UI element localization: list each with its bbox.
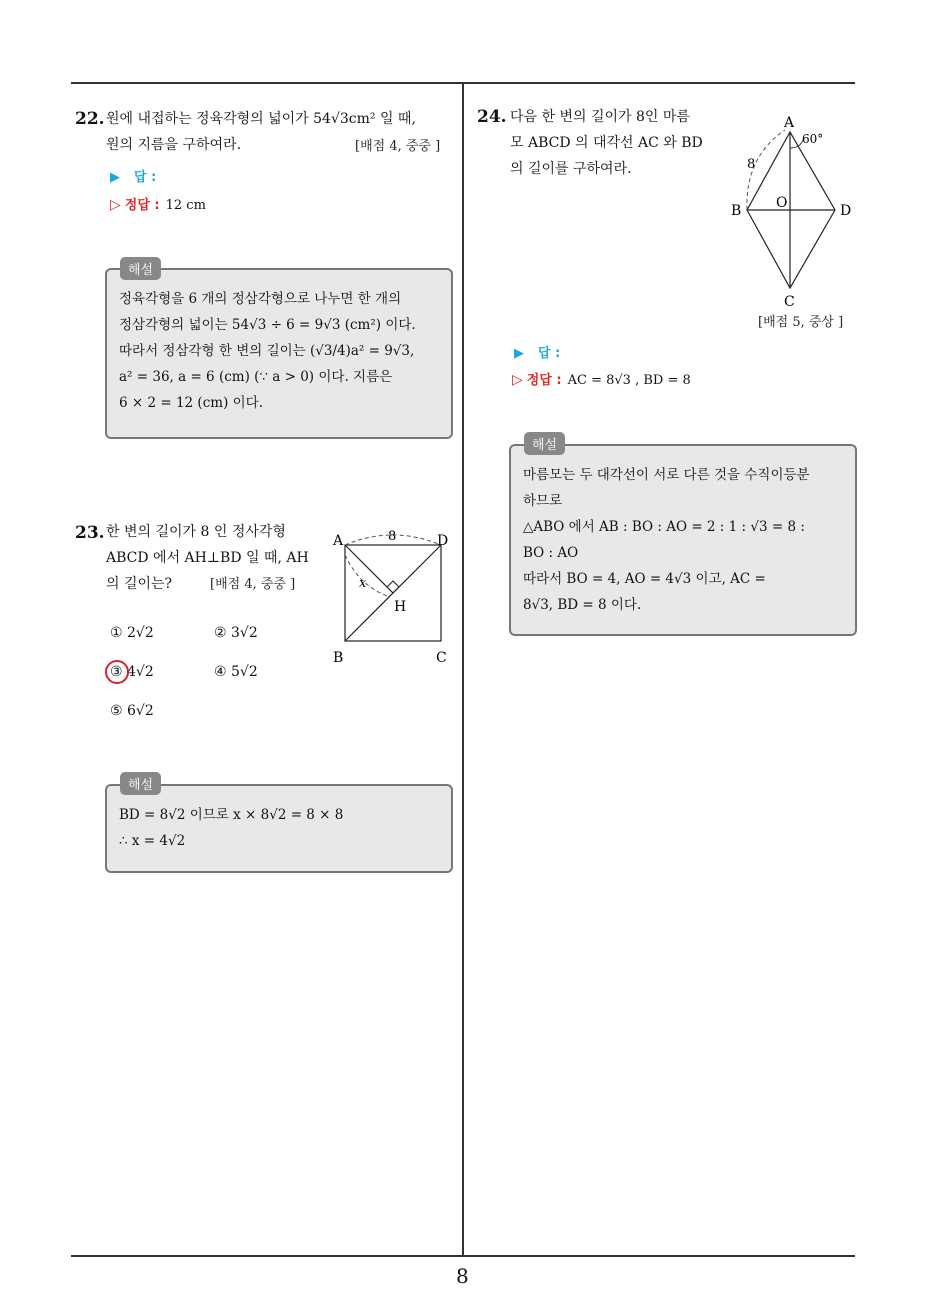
- q24-rhombus-figure: [725, 112, 865, 312]
- q24-line3: 의 길이를 구하여라.: [510, 161, 632, 177]
- play-icon: ▶: [110, 170, 120, 185]
- selected-answer-mark: [105, 660, 129, 684]
- q22-meta: [배점 4, 중중 ]: [355, 139, 441, 154]
- q24-meta: [배점 5, 중상 ]: [758, 315, 844, 330]
- q22-line1: 원에 내접하는 정육각형의 넓이가 54√3cm² 일 때,: [106, 111, 416, 127]
- q23-explanation-box: [105, 784, 453, 873]
- explain-line: 정삼각형의 넓이는 54√3 ÷ 6 = 9√3 (cm²) 이다.: [119, 317, 416, 333]
- label-A: A: [333, 533, 344, 549]
- q22-line2: 원의 지름을 구하여라.: [106, 137, 242, 153]
- label-B: B: [731, 203, 742, 219]
- q24-number: 24.: [477, 107, 507, 127]
- explain-line: BO : AO: [523, 545, 579, 561]
- answer-label: 답 :: [538, 346, 561, 361]
- explain-line: a² = 36, a = 6 (cm) (∵ a > 0) 이다. 지름은: [119, 369, 393, 385]
- explain-line: 정육각형을 6 개의 정삼각형으로 나누면 한 개의: [119, 291, 402, 307]
- label-B: B: [333, 650, 344, 665]
- q24-correct-row: [512, 369, 691, 388]
- explain-line: 하므로: [523, 493, 563, 509]
- choice-4[interactable]: ④ 5√2: [214, 664, 258, 680]
- q22-correct-row: [110, 194, 206, 213]
- choice-1[interactable]: ① 2√2: [110, 625, 154, 641]
- correct-value: 12 cm: [165, 198, 206, 213]
- label-angle: 60°: [802, 132, 824, 146]
- column-divider: [462, 83, 464, 1256]
- q23-line1: 한 변의 길이가 8 인 정사각형: [106, 524, 286, 540]
- choice-2[interactable]: ② 3√2: [214, 625, 258, 641]
- q23-line2: ABCD 에서 AH⊥BD 일 때, AH: [106, 550, 309, 566]
- q23-number: 23.: [75, 523, 105, 543]
- q23-meta: [배점 4, 중중 ]: [210, 577, 296, 592]
- page-number: 8: [456, 1264, 469, 1288]
- answer-label: 답 :: [134, 170, 157, 185]
- label-side: 8: [747, 157, 756, 172]
- q23-square-figure: [330, 525, 455, 665]
- label-x: x: [359, 576, 367, 591]
- label-D: D: [437, 533, 449, 549]
- q23-line3: 의 길이는?: [106, 576, 173, 592]
- q24-line1: 다음 한 변의 길이가 8인 마름: [510, 109, 690, 125]
- label-D: D: [840, 203, 852, 219]
- explain-line: 따라서 BO = 4, AO = 4√3 이고, AC =: [523, 571, 766, 587]
- q24-explain-tag: 해설: [524, 432, 565, 455]
- q22-number: 22.: [75, 109, 105, 129]
- outline-play-icon: ▷: [110, 197, 121, 213]
- explain-line: △ABO 에서 AB : BO : AO = 2 : 1 : √3 = 8 :: [523, 519, 805, 535]
- q24-line2: 모 ABCD 의 대각선 AC 와 BD: [510, 135, 703, 151]
- label-H: H: [394, 599, 407, 615]
- label-O: O: [776, 195, 788, 211]
- correct-label: 정답 :: [526, 373, 562, 388]
- q23-explain-tag: 해설: [120, 772, 161, 795]
- correct-value: AC = 8√3 , BD = 8: [567, 373, 691, 388]
- explain-line: 6 × 2 = 12 (cm) 이다.: [119, 395, 263, 411]
- correct-label: 정답 :: [124, 198, 160, 213]
- label-C: C: [784, 294, 795, 310]
- q22-explanation-box: [105, 268, 453, 439]
- play-icon: ▶: [514, 346, 524, 361]
- choice-3[interactable]: ③ 4√2: [110, 664, 154, 680]
- q24-answer-row: [514, 342, 560, 361]
- q22-explain-tag: 해설: [120, 257, 161, 280]
- explain-line: 마름모는 두 대각선이 서로 다른 것을 수직이등분: [523, 467, 810, 483]
- explain-line: 따라서 정삼각형 한 변의 길이는 (√3/4)a² = 9√3,: [119, 343, 415, 359]
- q22-answer-row: [110, 166, 156, 185]
- label-A: A: [784, 115, 795, 131]
- explain-line: 8√3, BD = 8 이다.: [523, 597, 642, 613]
- choice-5[interactable]: ⑤ 6√2: [110, 703, 154, 719]
- q24-explanation-box: [509, 444, 857, 636]
- explain-line: BD = 8√2 이므로 x × 8√2 = 8 × 8: [119, 807, 344, 823]
- label-C: C: [436, 650, 447, 665]
- label-side: 8: [388, 529, 397, 544]
- outline-play-icon: ▷: [512, 372, 523, 388]
- explain-line: ∴ x = 4√2: [119, 833, 186, 849]
